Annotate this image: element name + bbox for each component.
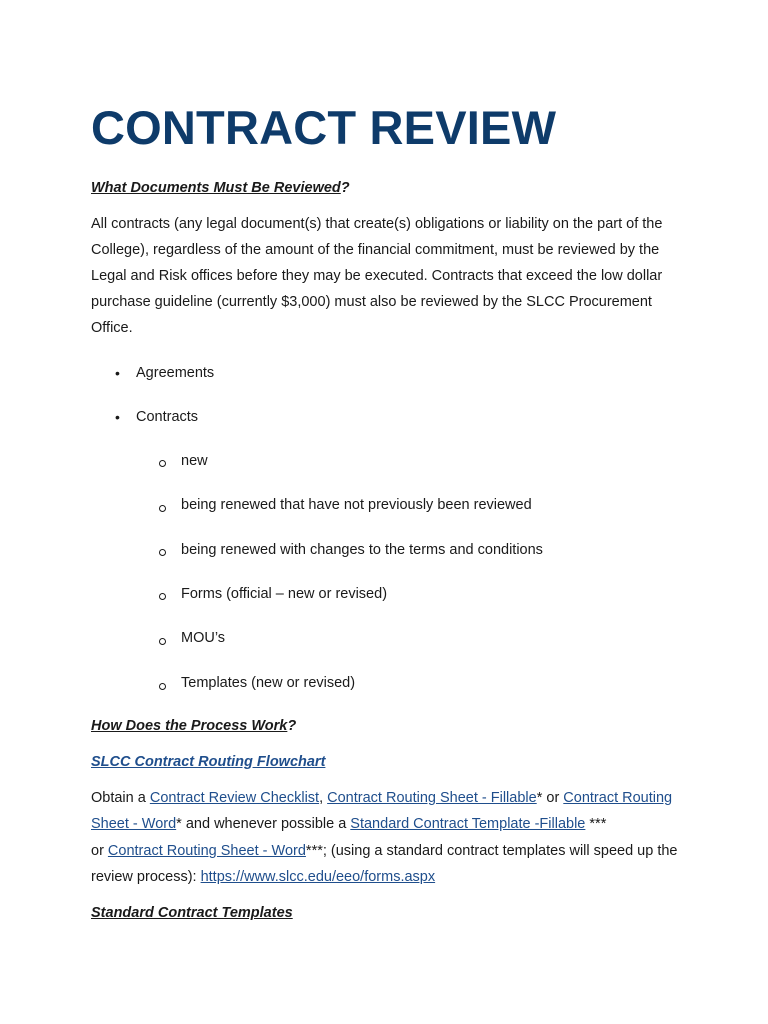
sub-list-item: being renewed that have not previously been reviewed <box>181 497 532 513</box>
section-heading-templates <box>91 905 293 921</box>
sub-bullet-marker <box>159 638 166 645</box>
standard-template-fillable-link[interactable]: Standard Contract Template -Fillable <box>350 816 586 832</box>
obtain-text: , <box>319 790 328 806</box>
forms-url-link[interactable]: https://www.slcc.edu/eeo/forms.aspx <box>200 869 436 885</box>
bullet-marker: • <box>115 365 120 381</box>
obtain-line-3 <box>91 843 678 859</box>
section-heading-suffix: ? <box>287 718 297 734</box>
sub-list-item: Forms (official – new or revised) <box>181 586 388 602</box>
obtain-line-4 <box>91 869 435 885</box>
list-item: Agreements <box>136 365 215 381</box>
sub-bullet-marker <box>159 683 166 690</box>
sub-bullet-marker <box>159 549 166 556</box>
intro-paragraph: All contracts (any legal document(s) that create(s) obligations or liability on the part of the College), regardless of the amount of the financial commitment, must be reviewed by the Legal and Risk offices before they may be executed. Contracts that exceed the low dollar purchase guideline (currently $3,000) must also be reviewed by the SLCC Procurement Office. <box>91 216 663 336</box>
obtain-text: * and whenever possible a <box>176 816 351 832</box>
section-heading-suffix: ? <box>340 180 350 196</box>
section-heading-text: What Documents Must Be Reviewed <box>91 180 341 196</box>
sub-list-item: Templates (new or revised) <box>181 675 356 691</box>
routing-sheet-word-link[interactable]: Contract Routing <box>563 790 673 806</box>
sub-list-item: being renewed with changes to the terms and conditions <box>181 542 543 558</box>
sub-bullet-marker <box>159 505 166 512</box>
page-title: CONTRACT REVIEW <box>91 101 557 154</box>
list-item: Contracts <box>136 409 199 425</box>
flowchart-link[interactable]: SLCC Contract Routing Flowchart <box>91 754 326 770</box>
sub-list-item: MOU’s <box>181 630 226 646</box>
sub-bullet-marker <box>159 593 166 600</box>
contract-review-checklist-link[interactable]: Contract Review Checklist <box>149 790 320 806</box>
routing-sheet-word-link[interactable]: Sheet - Word <box>91 816 177 832</box>
obtain-text: * or <box>536 790 564 806</box>
obtain-text: *** <box>585 816 607 832</box>
obtain-text: Obtain a <box>91 790 150 806</box>
obtain-line-1 <box>91 790 672 806</box>
obtain-text: review process): <box>91 869 201 885</box>
obtain-text: ***; (using a standard contract templates will speed up the <box>305 843 678 859</box>
section-heading-text: Standard Contract Templates <box>91 905 293 921</box>
obtain-text: or <box>91 843 108 859</box>
routing-sheet-fillable-link[interactable]: Contract Routing Sheet - Fillable <box>327 790 537 806</box>
bullet-marker: • <box>115 409 120 425</box>
obtain-line-2 <box>91 816 606 832</box>
section-heading-text: How Does the Process Work <box>91 718 288 734</box>
sub-list-item: new <box>181 453 208 469</box>
section-heading-process <box>91 718 296 734</box>
sub-bullet-marker <box>159 460 166 467</box>
section-heading-documents <box>91 180 350 196</box>
routing-sheet-word-link-2[interactable]: Contract Routing Sheet - Word <box>107 843 306 859</box>
